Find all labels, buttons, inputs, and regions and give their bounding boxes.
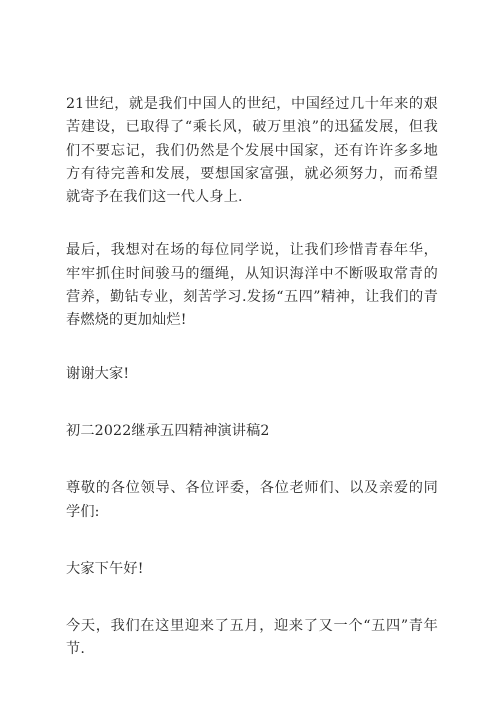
paragraph-salutation: 尊敬的各位领导、各位评委，各位老师们、以及亲爱的同学们:: [66, 480, 438, 520]
paragraph-thanks: 谢谢大家!: [66, 365, 130, 382]
paragraph-closing-appeal: 最后，我想对在场的每位同学说，让我们珍惜青春年华，牢牢抓住时间骏马的缰绳，从知识海洋中不断吸取常青的营养，勤钻专业，刻苦学习.发扬“五四”精神，让我们的青春燃烧的更加灿烂!: [66, 242, 438, 329]
document-page: [66, 93, 438, 662]
speech-title: 初二2022继承五四精神演讲稿2: [66, 422, 270, 439]
paragraph-opening: 今天，我们在这里迎来了五月，迎来了又一个“五四”青年节.: [66, 618, 438, 658]
paragraph-greeting: 大家下午好!: [66, 560, 144, 577]
paragraph-21st-century: 21世纪，就是我们中国人的世纪，中国经过几十年来的艰苦建设，已取得了“乘长风，破万里浪”的迅猛发展，但我们不要忘记，我们仍然是个发展中国家，还有许许多多地方有待完善和发展，要想国家富强，就必须努力，而希望就寄予在我们这一代人身上.: [66, 96, 438, 206]
